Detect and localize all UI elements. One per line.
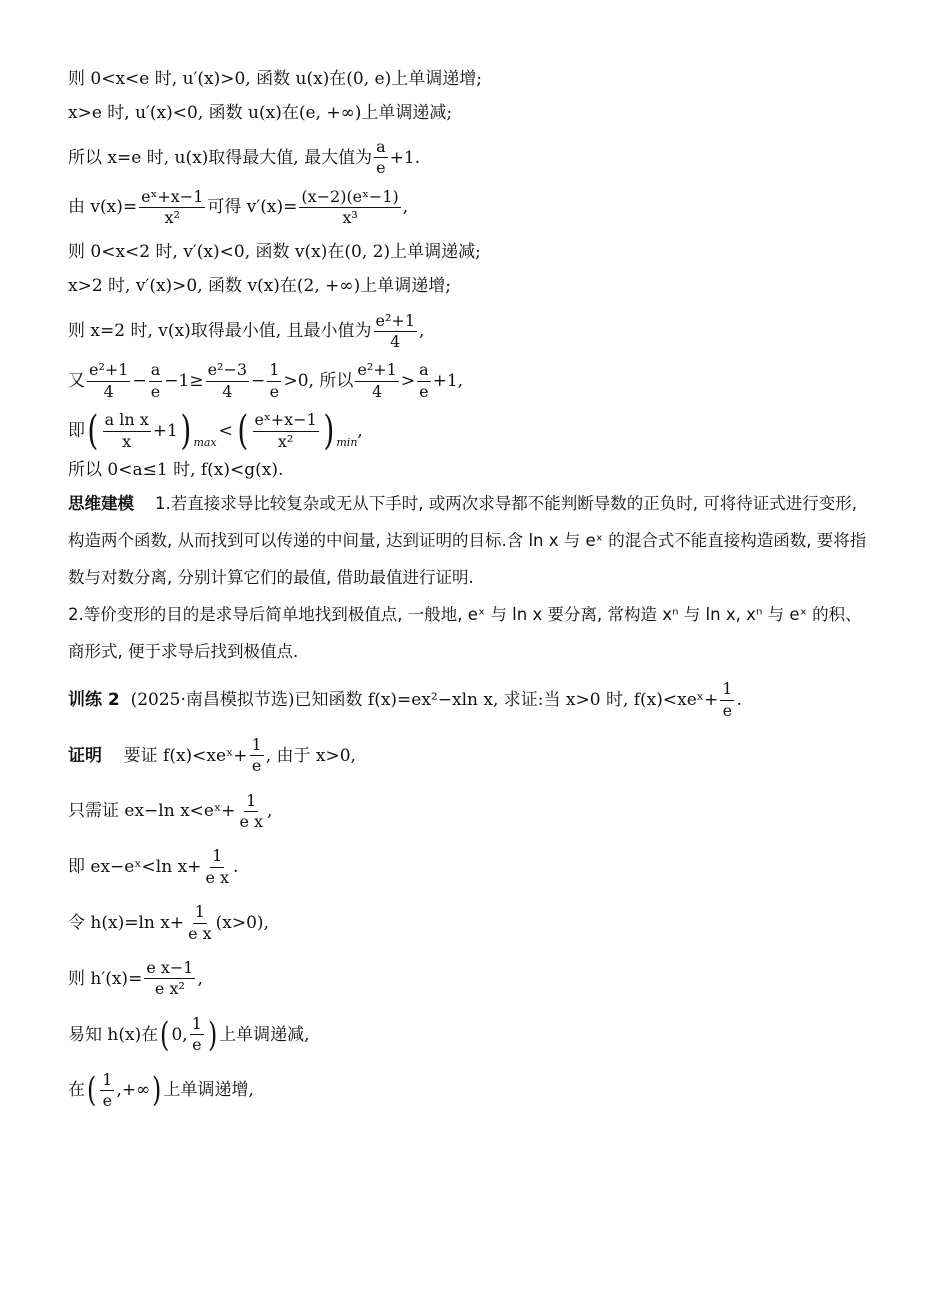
interval: ( 0, $\frac{1}{e}$ ) [160,1013,218,1055]
line-5: 则 0<x<2 时, v′(x)<0, 函数 v(x)在(0, 2)上单调递减; [68,242,481,263]
line-8: 又 $\frac{\text{e²+1}}{4}$ − $\frac{a}{e}$ −1≥ $\frac{\text{e²−3}}{4}$ − $\frac{1}{e}$ >0, 所以 $\frac{\text{e²+1}}{4}$ > $\frac{a}{e}$ +1, [68,360,464,401]
model-label: 思维建模 [68,494,134,514]
proof-line-7: 在 ( $\frac{1}{e}$ ,+∞ ) 上单调递增, [68,1069,254,1111]
proof-line-5: 则 h′(x)= $\frac{\text{e x−1}}{\text{e x²}}$ , [68,958,203,999]
line-3: 所以 x=e 时, u(x)取得最大值, 最大值为 $\frac{a}{e}$ +1. [68,137,421,178]
fraction: $\frac{1}{e}$ [722,679,733,720]
model-paragraph-2: 2.等价变形的目的是求导后简单地找到极值点, 一般地, eˣ 与 ln x 要分离, 常构造 xⁿ 与 ln x, xⁿ 与 eˣ 的积、商形式, 便于求导后找到极值点. [68,605,862,662]
proof-line-3: 即 ex−eˣ<ln x+ $\frac{1}{\text{e x}}$ . [68,846,239,887]
fraction: $\frac{\text{a ln x}}{x}$ [104,410,149,451]
fraction: $\frac{\text{(x−2)(eˣ−1)}}{\text{x³}}$ [301,186,399,228]
fraction: $\frac{1}{e}$ [102,1069,113,1110]
proof-line-1: 证明 要证 f(x)<xeˣ+ $\frac{1}{e}$ , 由于 x>0, [68,734,356,776]
fraction: $\frac{\text{e²+1}}{4}$ [89,360,129,401]
line-10: 所以 0<a≤1 时, f(x)<g(x). [68,459,284,480]
line-2: x>e 时, u′(x)<0, 函数 u(x)在(e, +∞)上单调递减; [68,102,453,123]
exercise-label: 训练 2 [68,689,120,710]
proof-line-4: 令 h(x)=ln x+ $\frac{1}{\text{e x}}$ (x>0), [68,902,269,943]
proof-line-6: 易知 h(x)在 ( 0, $\frac{1}{e}$ ) 上单调递减, [68,1013,310,1055]
line-4: 由 v(x)= $\frac{\text{eˣ+x−1}}{\text{x²}}$ 可得 v′(x)= $\frac{\text{(x−2)(eˣ−1)}}{\text{x³}}$ , [68,186,409,228]
model-paragraph-1: 思维建模 1.若直接求导比较复杂或无从下手时, 或两次求导都不能判断导数的正负时, 可将待证式进行变形, 构造两个函数, 从而找到可以传递的中间量, 达到证明的目标.含 ln x 与 eˣ 的混合式不能直接构造函数, 要将指数与对数分离, 分别计算它们的最值, 借助最值进行证明. [68,494,867,588]
fraction: $\frac{1}{\text{e x}}$ [188,902,212,943]
fraction: $\frac{\text{e²−3}}{4}$ [207,360,248,401]
fraction: $\frac{1}{e}$ [191,1013,202,1055]
line-1: 则 0<x<e 时, u′(x)>0, 函数 u(x)在(0, e)上单调递增; [68,68,482,89]
fraction: $\frac{\text{eˣ+x−1}}{\text{x²}}$ [141,186,204,228]
fraction: $\frac{1}{\text{e x}}$ [239,790,264,832]
fraction: $\frac{1}{\text{e x}}$ [205,846,230,887]
exercise-line: 训练 2 (2025·南昌模拟节选)已知函数 f(x)=ex²−xln x, 求证:当 x>0 时, f(x)<xeˣ+ $\frac{1}{e}$ . [68,679,742,720]
fraction: $\frac{a}{e}$ [376,137,386,178]
proof-line-2: 只需证 ex−ln x<eˣ+ $\frac{1}{\text{e x}}$ , [68,790,273,832]
line-6: x>2 时, v′(x)>0, 函数 v(x)在(2, +∞)上单调递增; [68,276,451,297]
fraction: $\frac{1}{e}$ [251,734,262,776]
fraction: $\frac{a}{e}$ [419,360,429,401]
document-page [68,64,878,1110]
fraction: $\frac{\text{e x−1}}{\text{e x²}}$ [146,958,194,999]
fraction: $\frac{a}{e}$ [150,360,161,401]
paren-group-min: ( $\frac{\text{eˣ+x−1}}{\text{x²}}$ ) min [237,408,358,455]
line-7: 则 x=2 时, v(x)取得最小值, 且最小值为 $\frac{\text{e²+1}}{4}$ , [68,310,425,351]
fraction: $\frac{\text{e²+1}}{4}$ [357,360,397,401]
line-9: 即 ( $\frac{\text{a ln x}}{x}$ +1 ) max < ( $\frac{\text{eˣ+x−1}}{\text{x²}}$ ) min , [68,408,363,455]
fraction: $\frac{1}{e}$ [269,360,280,401]
interval: ( $\frac{1}{e}$ ,+∞ ) [86,1069,162,1111]
paren-group-max: ( $\frac{\text{a ln x}}{x}$ +1 ) max [87,408,217,455]
fraction: $\frac{\text{e²+1}}{4}$ [375,310,415,351]
proof-label: 证明 [68,745,102,766]
fraction: $\frac{\text{eˣ+x−1}}{\text{x²}}$ [254,410,317,451]
